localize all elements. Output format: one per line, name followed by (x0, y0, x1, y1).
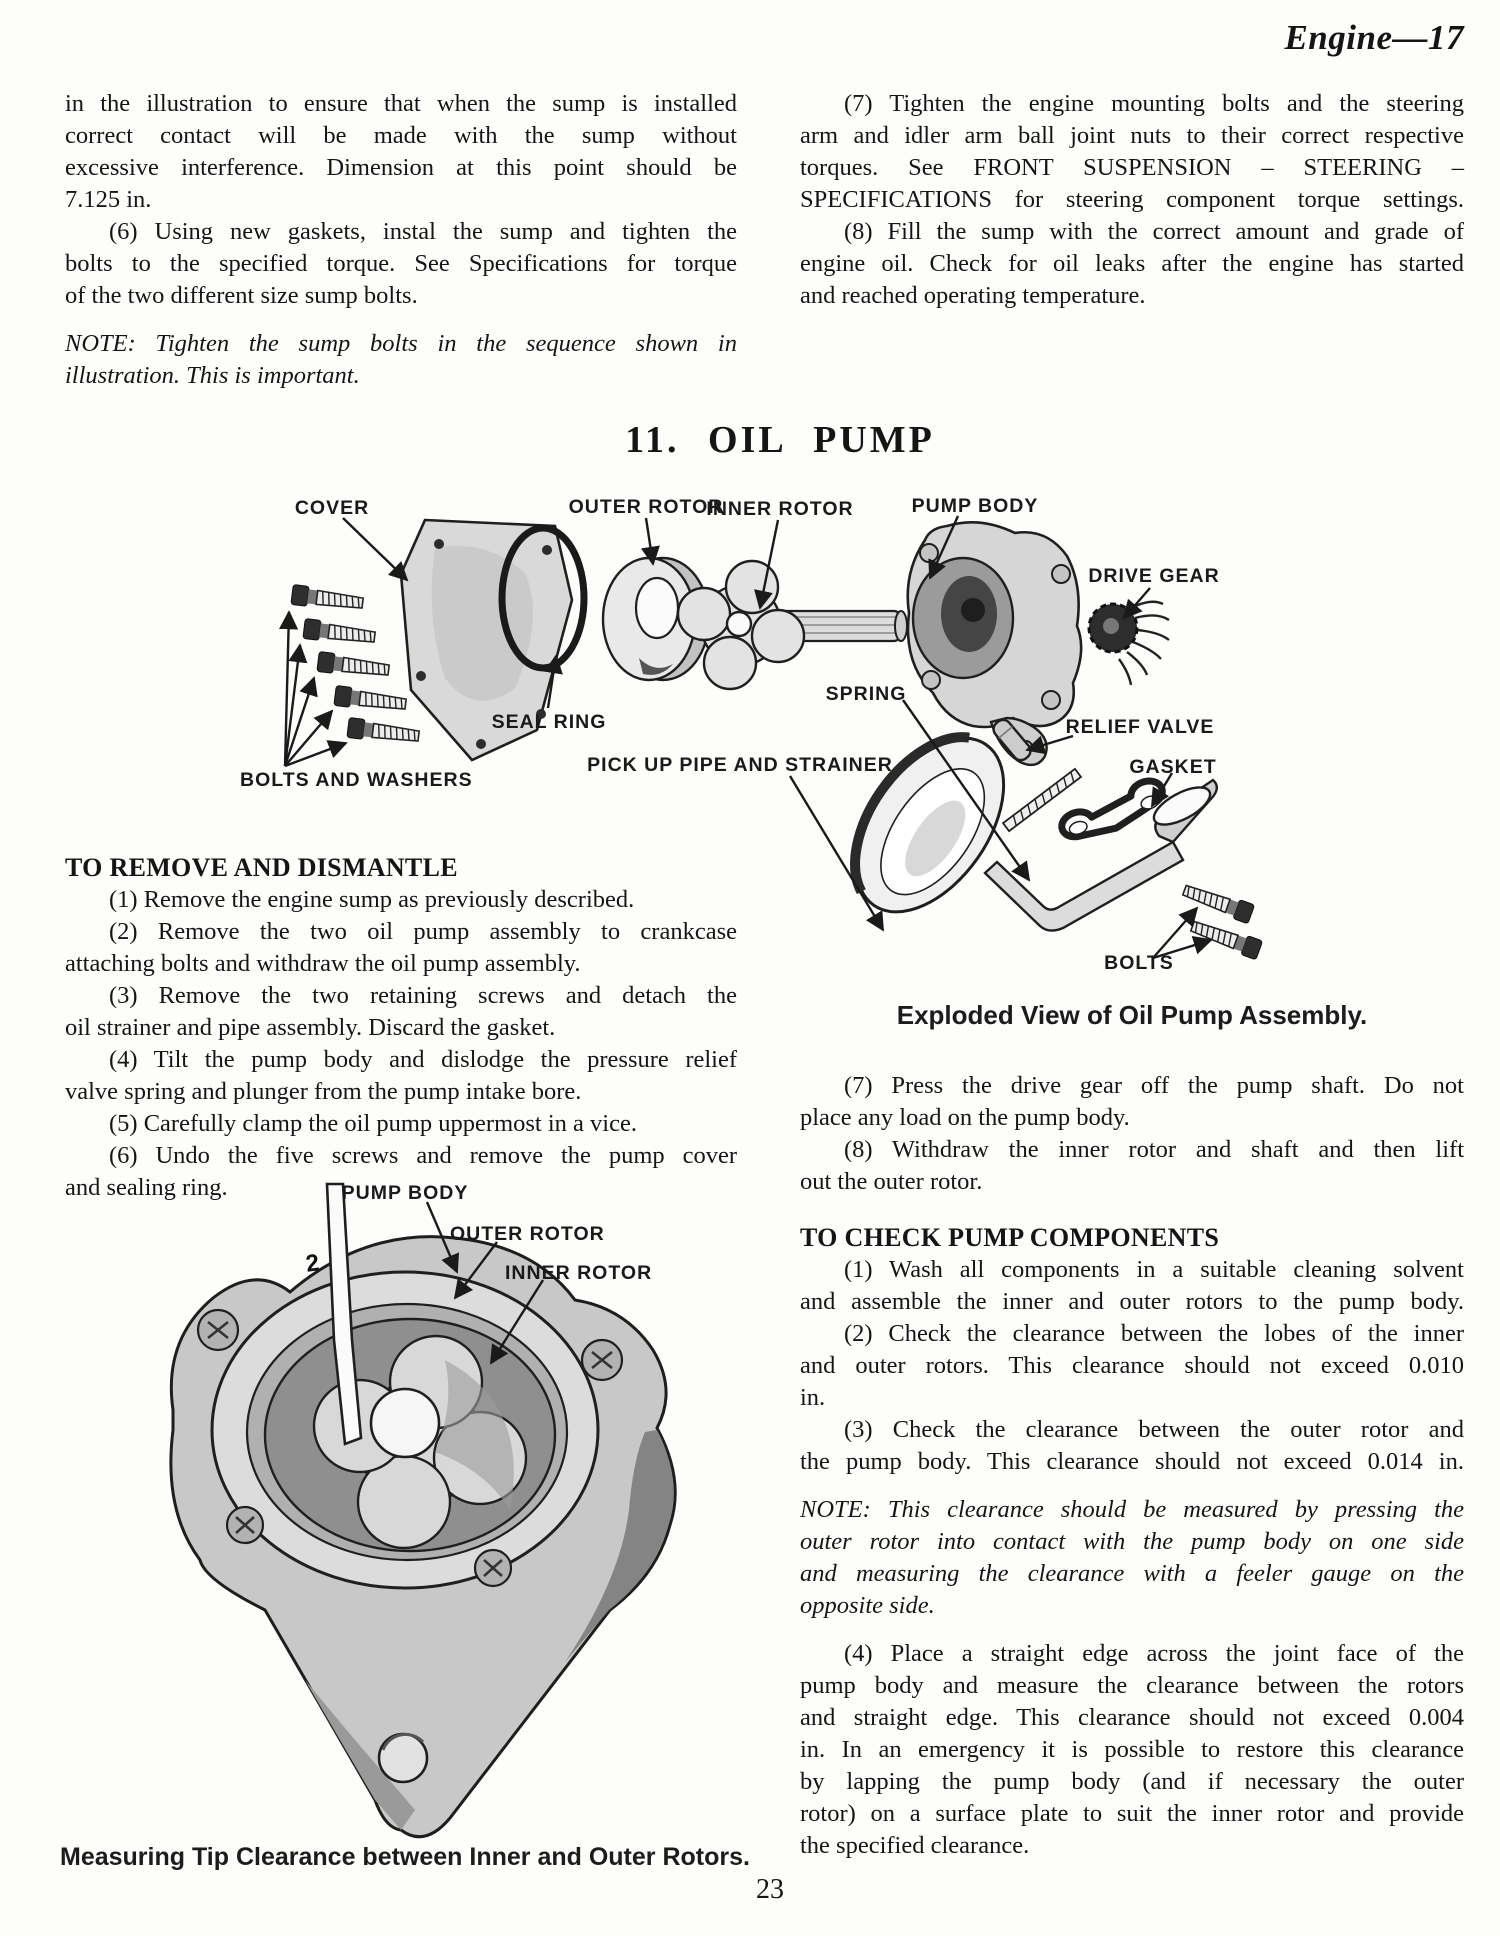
cover-bolts (291, 584, 420, 746)
paragraph (65, 88, 737, 216)
remove-dismantle-heading: TO REMOVE AND DISMANTLE (65, 853, 458, 882)
paragraph (800, 88, 1464, 216)
step (65, 916, 737, 980)
step (800, 1414, 1464, 1478)
text-line: outer rotor into contact with the pump body on one side (800, 1528, 1464, 1555)
right-column-bottom (800, 1070, 1464, 1862)
label-fig2-outer-rotor: OUTER ROTOR (450, 1223, 605, 1245)
text-line: (4) Tilt the pump body and dislodge the pressure relief (109, 1046, 737, 1073)
text-line: rotor) on a surface plate to suit the inner rotor and provide (800, 1800, 1464, 1827)
text-line: (2) Check the clearance between the lobes of the inner (844, 1320, 1464, 1347)
step (800, 1318, 1464, 1414)
text-line: in. In an emergency it is possible to restore this clearance (800, 1736, 1464, 1763)
text-line: opposite side. (800, 1592, 935, 1619)
text-line: (3) Check the clearance between the outer rotor and (844, 1416, 1464, 1443)
check-components-heading: TO CHECK PUMP COMPONENTS (800, 1223, 1220, 1252)
text-line: bolts to the specified torque. See Specifications for torque (65, 250, 737, 277)
gasket-part (1056, 777, 1169, 844)
step (800, 1638, 1464, 1862)
label-bolts-washers: BOLTS AND WASHERS (240, 769, 473, 791)
text-line: and assemble the inner and outer rotors to the pump body. (800, 1288, 1464, 1315)
step (65, 884, 737, 916)
label-spring: SPRING (825, 683, 907, 705)
text-line: torques. See FRONT SUSPENSION – STEERING – (800, 154, 1464, 181)
label-drive-gear: DRIVE GEAR (1088, 565, 1220, 587)
spring-part (1003, 769, 1081, 831)
text-line: and straight edge. This clearance should not exceed 0.004 (800, 1704, 1464, 1731)
label-bolts: BOLTS (1104, 952, 1174, 974)
text-line: NOTE: Tighten the sump bolts in the sequence shown in (65, 330, 737, 357)
text-line: (3) Remove the two retaining screws and detach the (109, 982, 737, 1009)
figure2-caption: Measuring Tip Clearance between Inner and Outer Rotors. (60, 1843, 750, 1871)
text-line: illustration. This is important. (65, 362, 360, 389)
text-line: out the outer rotor. (800, 1168, 983, 1195)
note-paragraph (65, 328, 737, 392)
text-line: correct contact will be made with the sump without (65, 122, 737, 149)
drive-gear-part (1089, 602, 1169, 685)
inner-rotor-part (678, 561, 907, 689)
label-fig2-inner-rotor: INNER ROTOR (505, 1262, 653, 1284)
text-line: (6) Using new gaskets, instal the sump and tighten the (109, 218, 737, 245)
step (65, 980, 737, 1044)
step (800, 1134, 1464, 1198)
text-line: (5) Carefully clamp the oil pump uppermost in a vice. (109, 1110, 637, 1137)
text-line: and sealing ring. (65, 1174, 228, 1201)
label-fig2-pump-body: PUMP BODY (341, 1182, 469, 1204)
section-heading: 11. OIL PUMP (625, 419, 935, 461)
page-header-title: Engine—17 (1284, 18, 1464, 57)
text-line: and reached operating temperature. (800, 282, 1146, 309)
pickup-pipe-part (985, 780, 1217, 931)
text-line: in the illustration to ensure that when the sump is installed (65, 90, 737, 117)
left-column-top (65, 88, 737, 392)
note-paragraph (800, 1494, 1464, 1622)
label-gasket: GASKET (1129, 756, 1217, 778)
paragraph (800, 216, 1464, 312)
text-line: (4) Place a straight edge across the joint face of the (844, 1640, 1464, 1667)
page-number: 23 (756, 1874, 784, 1905)
text-line: by lapping the pump body (and if necessary the outer (800, 1768, 1464, 1795)
left-column-bottom (65, 852, 737, 1204)
text-line: (8) Fill the sump with the correct amount and grade of (844, 218, 1464, 245)
text-line: the pump body. This clearance should not exceed 0.014 in. (800, 1448, 1464, 1475)
text-line: engine oil. Check for oil leaks after the engine has started (800, 250, 1464, 277)
step (65, 1108, 737, 1140)
attachment-bolts (1181, 881, 1263, 960)
label-seal-ring: SEAL RING (491, 711, 607, 733)
text-line: and outer rotors. This clearance should not exceed 0.010 (800, 1352, 1464, 1379)
figure1-caption: Exploded View of Oil Pump Assembly. (896, 1000, 1368, 1030)
label-outer-rotor: OUTER ROTOR (568, 496, 724, 518)
text-line: attaching bolts and withdraw the oil pump assembly. (65, 950, 581, 977)
text-line: of the two different size sump bolts. (65, 282, 418, 309)
text-line: and measuring the clearance with a feeler gauge on the (800, 1560, 1464, 1587)
text-line: SPECIFICATIONS for steering component torque settings. (800, 186, 1464, 213)
step (800, 1070, 1464, 1134)
text-line: NOTE: This clearance should be measured by pressing the (800, 1496, 1464, 1523)
text-line: in. (800, 1384, 826, 1411)
step (800, 1254, 1464, 1318)
right-column-top (800, 88, 1464, 312)
text-line: (7) Press the drive gear off the pump shaft. Do not (844, 1072, 1464, 1099)
paragraph (65, 216, 737, 312)
text-line: (8) Withdraw the inner rotor and shaft and then lift (844, 1136, 1464, 1163)
text-line: valve spring and plunger from the pump intake bore. (65, 1078, 582, 1105)
label-pickup-pipe: PICK UP PIPE AND STRAINER (587, 754, 893, 776)
text-line: (1) Remove the engine sump as previously described. (109, 886, 635, 913)
label-inner-rotor: INNER ROTOR (706, 498, 854, 520)
text-line: (2) Remove the two oil pump assembly to crankcase (109, 918, 737, 945)
label-pump-body: PUMP BODY (911, 495, 1039, 517)
text-line: oil strainer and pipe assembly. Discard the gasket. (65, 1014, 556, 1041)
text-line: (7) Tighten the engine mounting bolts and the steering (844, 90, 1464, 117)
text-line: (6) Undo the five screws and remove the pump cover (109, 1142, 737, 1169)
text-line: the specified clearance. (800, 1832, 1030, 1859)
feeler-gauge-number: 2 (304, 1249, 322, 1278)
text-line: excessive interference. Dimension at this point should be (65, 154, 737, 181)
text-line: arm and idler arm ball joint nuts to their correct respective (800, 122, 1464, 149)
text-line: place any load on the pump body. (800, 1104, 1130, 1131)
step (65, 1044, 737, 1108)
text-line: pump body and measure the clearance between the rotors (800, 1672, 1464, 1699)
label-cover: COVER (294, 497, 370, 519)
text-line: 7.125 in. (65, 186, 152, 213)
label-relief-valve: RELIEF VALVE (1065, 716, 1215, 738)
text-line: (1) Wash all components in a suitable cleaning solvent (844, 1256, 1464, 1283)
